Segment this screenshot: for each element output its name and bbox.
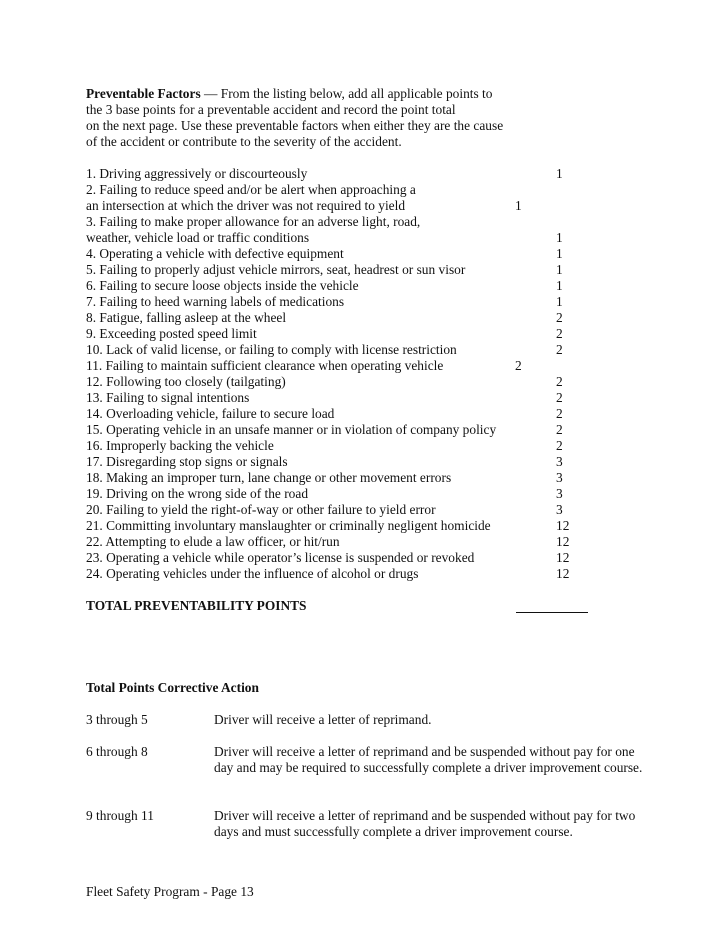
factor-item [86, 486, 606, 502]
factor-points: 2 [556, 390, 563, 405]
factor-text: 13. Failing to signal intentions [86, 390, 250, 405]
factor-item [86, 406, 606, 422]
factor-points: 12 [556, 566, 570, 581]
factor-text: 10. Lack of valid license, or failing to comply with license restriction [86, 342, 457, 357]
factor-text: 8. Fatigue, falling asleep at the wheel [86, 310, 287, 325]
factor-points: 2 [556, 406, 563, 421]
factor-item [86, 358, 606, 374]
factor-points: 3 [556, 502, 563, 517]
corrective-action-text: Driver will receive a letter of reprimand and be suspended without pay for one day and may be required to successfully complete a driver improvement course. [214, 744, 643, 775]
factor-points: 3 [556, 486, 563, 501]
factor-text: 23. Operating a vehicle while operator’s license is suspended or revoked [86, 550, 475, 565]
factor-points: 1 [556, 230, 563, 245]
factor-points: 1 [556, 246, 563, 261]
factor-item [86, 278, 606, 294]
factor-points: 12 [556, 534, 570, 549]
intro-line: on the next page. Use these preventable factors when either they are the cause [86, 118, 504, 133]
factor-text: 16. Improperly backing the vehicle [86, 438, 274, 453]
factor-item [86, 566, 606, 582]
factor-text: 9. Exceeding posted speed limit [86, 326, 257, 341]
factor-item [86, 166, 606, 182]
factor-item [86, 342, 606, 358]
intro-heading: Preventable Factors [86, 86, 201, 101]
factor-text: 4. Operating a vehicle with defective equipment [86, 246, 344, 261]
factor-points: 2 [556, 342, 563, 357]
factor-text: 7. Failing to heed warning labels of medications [86, 294, 345, 309]
total-label: TOTAL PREVENTABILITY POINTS [86, 598, 307, 613]
factor-text: 6. Failing to secure loose objects inside the vehicle [86, 278, 359, 293]
factor-points: 1 [515, 198, 522, 213]
factor-item [86, 550, 606, 566]
total-blank-line[interactable] [516, 598, 588, 613]
factor-text: 21. Committing involuntary manslaughter or criminally negligent homicide [86, 518, 491, 533]
factor-item [86, 454, 606, 470]
factor-item [86, 310, 606, 326]
factor-text: 14. Overloading vehicle, failure to secure load [86, 406, 335, 421]
points-range: 3 through 5 [86, 712, 148, 727]
factor-item [86, 198, 606, 214]
factor-points: 1 [556, 262, 563, 277]
intro-line: of the accident or contribute to the severity of the accident. [86, 134, 402, 149]
factor-points: 1 [556, 166, 563, 181]
page-footer: Fleet Safety Program - Page 13 [86, 884, 254, 899]
corrective-action-text: Driver will receive a letter of reprimand. [214, 712, 432, 727]
factor-text: 11. Failing to maintain sufficient clearance when operating vehicle [86, 358, 444, 373]
factor-text: 19. Driving on the wrong side of the road [86, 486, 309, 501]
factor-points: 12 [556, 518, 570, 533]
factor-points: 2 [515, 358, 522, 373]
factor-text: 2. Failing to reduce speed and/or be alert when approaching a [86, 182, 416, 197]
factor-text: 20. Failing to yield the right-of-way or other failure to yield error [86, 502, 436, 517]
factor-points: 1 [556, 294, 563, 309]
factor-item [86, 326, 606, 342]
factor-item [86, 294, 606, 310]
factor-points: 3 [556, 454, 563, 469]
factor-text: 1. Driving aggressively or discourteously [86, 166, 308, 181]
factor-item [86, 182, 606, 198]
factor-points: 1 [556, 278, 563, 293]
factor-text: weather, vehicle load or traffic conditions [86, 230, 310, 245]
factor-item [86, 502, 606, 518]
factor-item [86, 374, 606, 390]
corrective-action-title: Total Points Corrective Action [86, 680, 259, 695]
factor-text: 22. Attempting to elude a law officer, or hit/run [86, 534, 340, 549]
factor-item [86, 214, 606, 230]
factor-item [86, 534, 606, 550]
factor-item [86, 422, 606, 438]
factor-item [86, 470, 606, 486]
factor-points: 2 [556, 326, 563, 341]
factor-points: 12 [556, 550, 570, 565]
factor-item [86, 390, 606, 406]
preventable-factors-list [86, 166, 606, 582]
factor-text: an intersection at which the driver was not required to yield [86, 198, 406, 213]
intro-line: — From the listing below, add all applicable points to [200, 86, 493, 101]
intro-paragraph [86, 86, 566, 150]
factor-text: 15. Operating vehicle in an unsafe manner or in violation of company policy [86, 422, 497, 437]
points-range: 9 through 11 [86, 808, 154, 823]
factor-item [86, 230, 606, 246]
factor-item [86, 246, 606, 262]
factor-points: 2 [556, 374, 563, 389]
factor-item [86, 518, 606, 534]
factor-item [86, 262, 606, 278]
corrective-action-text: Driver will receive a letter of reprimand and be suspended without pay for two days and must successfully complete a driver improvement course. [214, 808, 636, 839]
total-points-row [86, 598, 606, 614]
points-range: 6 through 8 [86, 744, 148, 759]
intro-line: the 3 base points for a preventable accident and record the point total [86, 102, 456, 117]
factor-text: 24. Operating vehicles under the influence of alcohol or drugs [86, 566, 419, 581]
factor-item [86, 438, 606, 454]
factor-text: 5. Failing to properly adjust vehicle mirrors, seat, headrest or sun visor [86, 262, 466, 277]
factor-points: 2 [556, 310, 563, 325]
factor-text: 12. Following too closely (tailgating) [86, 374, 286, 389]
factor-points: 2 [556, 438, 563, 453]
factor-text: 17. Disregarding stop signs or signals [86, 454, 288, 469]
factor-points: 3 [556, 470, 563, 485]
factor-points: 2 [556, 422, 563, 437]
factor-text: 3. Failing to make proper allowance for an adverse light, road, [86, 214, 421, 229]
factor-text: 18. Making an improper turn, lane change or other movement errors [86, 470, 452, 485]
